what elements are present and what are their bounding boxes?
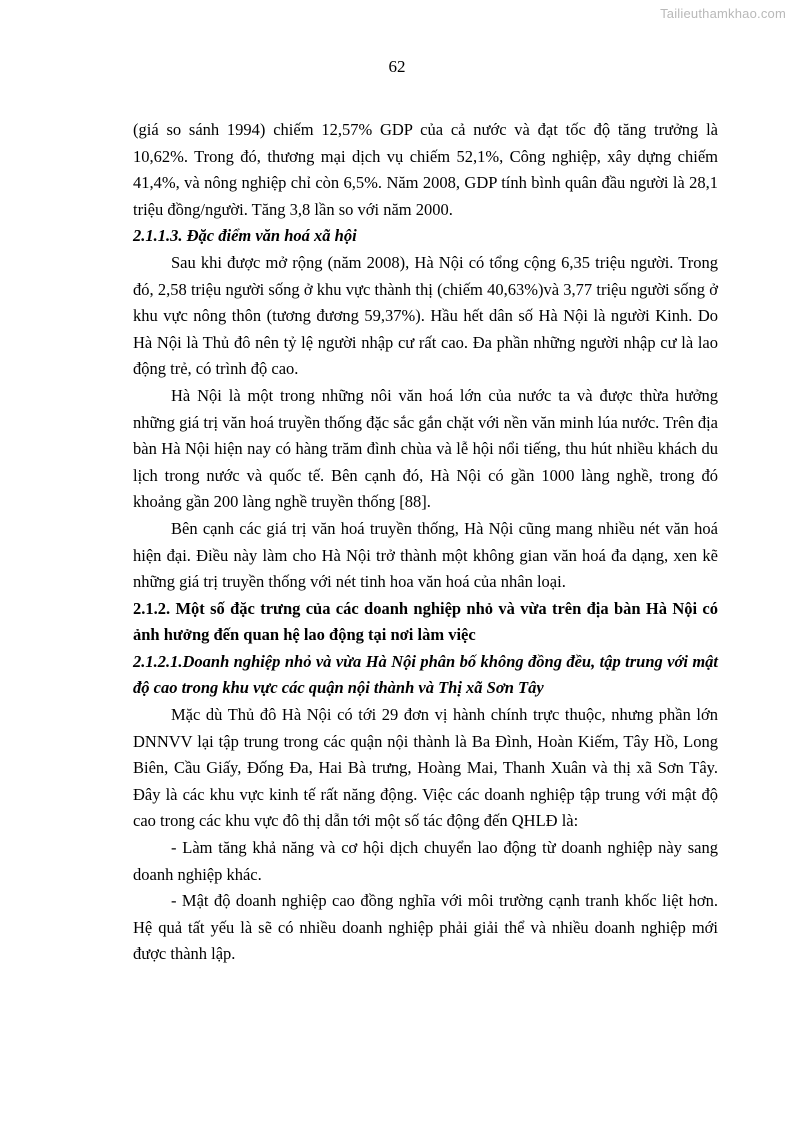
paragraph-gdp: (giá so sánh 1994) chiếm 12,57% GDP của cả nước và đạt tốc độ tăng trưởng là 10,62%. Trong đó, thương mại dịch vụ chiếm 52,1%, Công nghiệp, xây dựng chiếm 41,4%, và nông nghiệp chỉ còn 6,5%. Năm 2008, GDP tính bình quân đầu người là 28,1 triệu đồng/người. Tăng 3,8 lần so với năm 2000.	[133, 120, 718, 219]
paragraph-culture: Hà Nội là một trong những nôi văn hoá lớn của nước ta và được thừa hưởng những giá trị văn hoá truyền thống đặc sắc gắn chặt với nền văn minh lúa nước. Trên địa bàn Hà Nội hiện nay có hàng trăm đình chùa và lễ hội nổi tiếng, thu hút nhiều khách du lịch trong nước và quốc tế. Bên cạnh đó, Hà Nội có gần 1000 làng nghề, trong đó khoảng gần 200 làng nghề truyền thống [88].	[133, 385, 718, 512]
bullet-labor-mobility: - Làm tăng khả năng và cơ hội dịch chuyển lao động từ doanh nghiệp này sang doanh nghiệp khác.	[133, 838, 718, 884]
heading-cultural-social: 2.1.1.3. Đặc điểm văn hoá xã hội	[133, 226, 357, 246]
paragraph-population: Sau khi được mở rộng (năm 2008), Hà Nội có tổng cộng 6,35 triệu người. Trong đó, 2,58 triệu người sống ở khu vực thành thị (chiếm 40,63%)và 3,77 triệu người sống ở khu vực nông thôn (tương đương 59,37%). Hầu hết dân số Hà Nội là người Kinh. Do Hà Nội là Thủ đô nên tỷ lệ người nhập cư rất cao. Đa phần những người nhập cư là lao động trẻ, có trình độ cao.	[133, 252, 718, 379]
document-body	[133, 117, 718, 968]
heading-sme-distribution: 2.1.2.1.Doanh nghiệp nhỏ và vừa Hà Nội phân bố không đồng đều, tập trung với mật độ cao trong khu vực các quận nội thành và Thị xã Sơn Tây	[133, 651, 718, 698]
watermark: Tailieuthamkhao.com	[660, 6, 786, 21]
heading-sme-characteristics: 2.1.2. Một số đặc trưng của các doanh nghiệp nhỏ và vừa trên địa bàn Hà Nội có ảnh hưởng đến quan hệ lao động tại nơi làm việc	[133, 598, 718, 645]
bullet-competition: - Mật độ doanh nghiệp cao đồng nghĩa với môi trường cạnh tranh khốc liệt hơn. Hệ quả tất yếu là sẽ có nhiều doanh nghiệp phải giải thể và nhiều doanh nghiệp mới được thành lập.	[133, 891, 718, 964]
paragraph-sme-concentration: Mặc dù Thủ đô Hà Nội có tới 29 đơn vị hành chính trực thuộc, nhưng phần lớn DNNVV lại tập trung trong các quận nội thành là Ba Đình, Hoàn Kiếm, Tây Hồ, Long Biên, Cầu Giấy, Đống Đa, Hai Bà trưng, Hoàng Mai, Thanh Xuân và thị xã Sơn Tây. Đây là các khu vực kinh tế rất năng động. Việc các doanh nghiệp tập trung với mật độ cao trong các khu vực đô thị dẫn tới một số tác động đến QHLĐ là:	[133, 705, 718, 831]
page-number: 62	[388, 57, 406, 76]
paragraph-modern-culture: Bên cạnh các giá trị văn hoá truyền thống, Hà Nội cũng mang nhiều nét văn hoá hiện đại. Điều này làm cho Hà Nội trở thành một không gian văn hoá đa dạng, xen kẽ những giá trị truyền thống với nét tinh hoa văn hoá của nhân loại.	[133, 518, 718, 592]
